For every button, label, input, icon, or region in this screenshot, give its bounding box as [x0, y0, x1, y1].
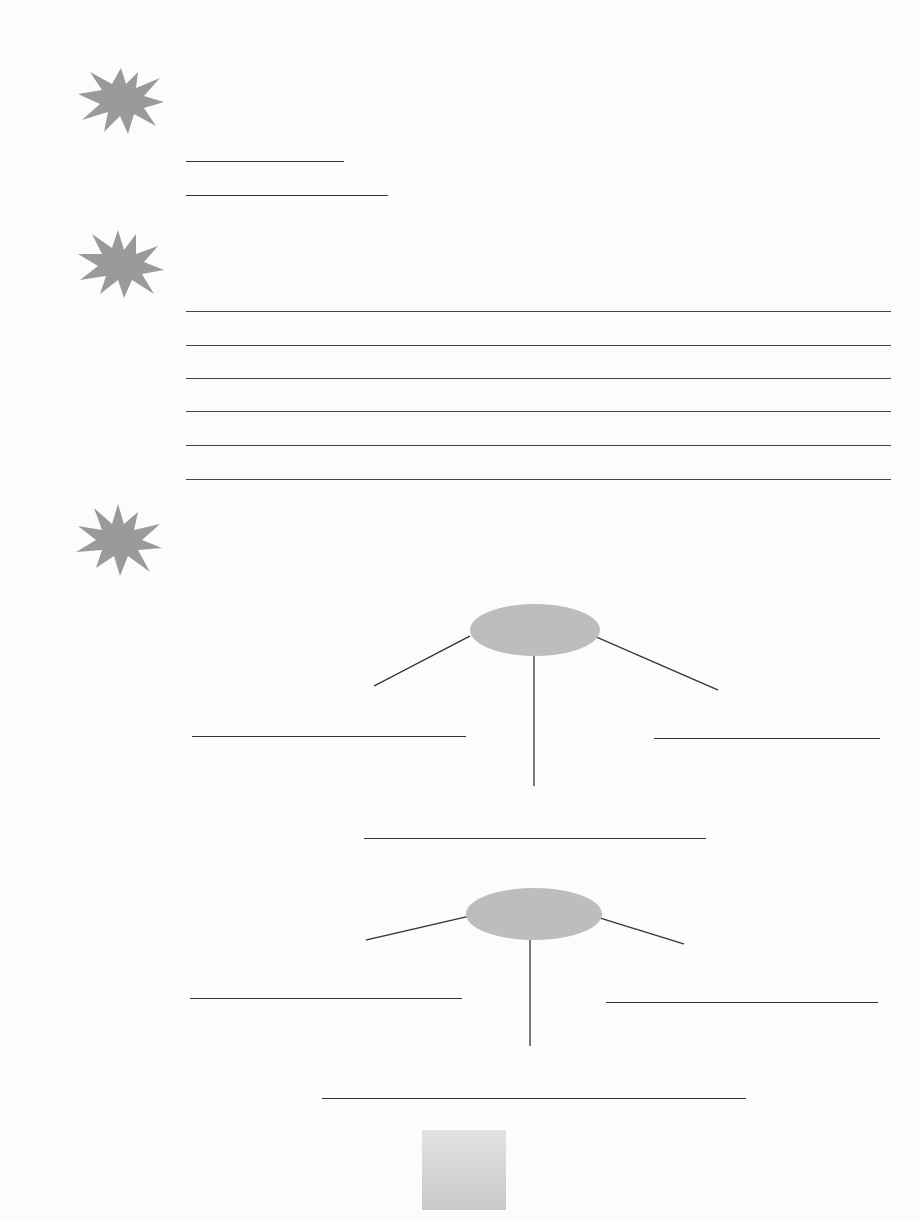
translation-blank[interactable]	[190, 998, 462, 999]
translation-blank[interactable]	[192, 736, 466, 737]
translation-blank[interactable]	[654, 738, 880, 739]
translation-blank[interactable]	[364, 838, 706, 839]
translation-blank[interactable]	[606, 1002, 878, 1003]
root-word-oval	[466, 888, 602, 940]
page-number-tab	[422, 1130, 506, 1210]
root-word-oval	[470, 604, 600, 656]
translation-blank[interactable]	[322, 1098, 746, 1099]
